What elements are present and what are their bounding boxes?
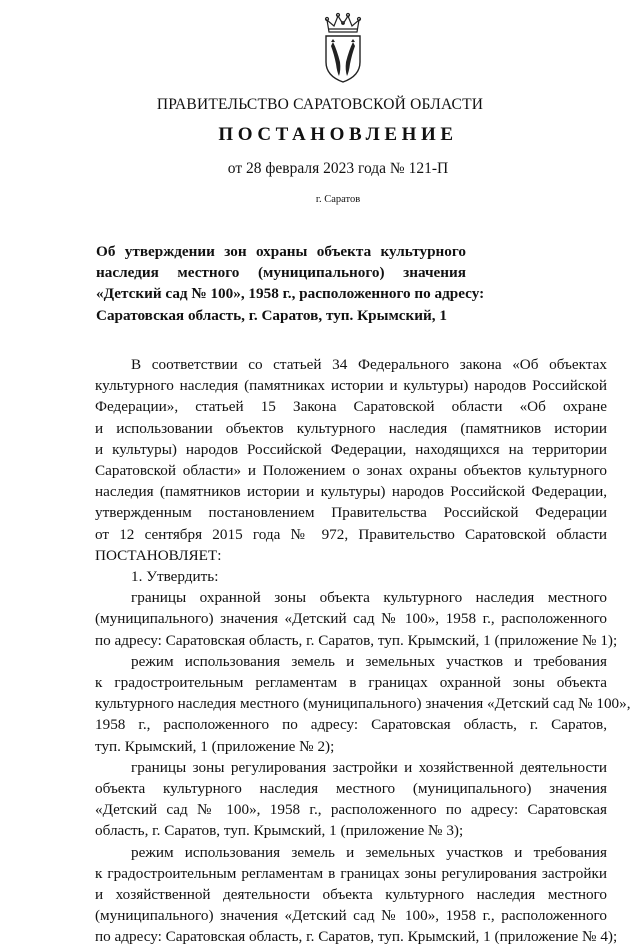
body-line: и хозяйственной деятельности объекта культурного наследия местного (95, 886, 607, 904)
body-line: (муниципального) значения «Детский сад № 100», 1958 г., расположенного (95, 907, 607, 925)
body-line: по адресу: Саратовская область, г. Саратов, туп. Крымский, 1 (приложение № 4); (95, 928, 618, 946)
title-line: наследия местного (муниципального) значения (96, 264, 466, 282)
body-line: В соответствии со статьей 34 Федерального закона «Об объектах (131, 356, 607, 373)
title-line: Об утверждении зон охраны объекта культурного (96, 243, 466, 260)
body-line: от 12 сентября 2015 года № 972, Правительство Саратовской области (95, 525, 607, 543)
body-line: (муниципального) значения «Детский сад № 100», 1958 г., расположенного (95, 610, 607, 628)
body-line: культурного наследия местного (муниципального) значения «Детский сад № 100», (95, 695, 631, 713)
body-line: объекта культурного наследия местного (муниципального) значения (95, 780, 607, 798)
body-line: границы зоны регулирования застройки и хозяйственной деятельности (131, 758, 607, 776)
body-line: границы охранной зоны объекта культурного наследия местного (131, 589, 607, 607)
body-line: 1. Утвердить: (131, 568, 219, 586)
body-line: утвержденным постановлением Правительства Российской Федерации (95, 504, 607, 522)
body-line: 1958 г., расположенного по адресу: Саратовская область, г. Саратов, (95, 716, 607, 734)
body-line: к градостроительным регламентам в границах зоны регулирования застройки (95, 864, 607, 882)
body-line: наследия (памятников истории и культуры) народов Российской Федерации, (95, 483, 607, 501)
body-line: «Детский сад № 100», 1958 г., расположенного по адресу: Саратовская (95, 801, 607, 819)
government-name: ПРАВИТЕЛЬСТВО САРАТОВСКОЙ ОБЛАСТИ (156, 96, 484, 113)
body-line: Федерации», статьей 15 Закона Саратовской области «Об охране (95, 398, 607, 416)
body-line: Саратовской области» и Положением о зонах охраны объектов культурного (95, 462, 607, 480)
document-body (95, 354, 631, 948)
body-line: к градостроительным регламентам в границах охранной зоны объекта (95, 674, 607, 692)
document-title (96, 241, 485, 326)
body-line: культурного наследия (памятниках истории и культуры) народов Российской (95, 377, 607, 395)
body-line: область, г. Саратов, туп. Крымский, 1 (приложение № 3); (95, 822, 464, 840)
body-line: режим использования земель и земельных участков и требования (131, 843, 607, 861)
title-line: Саратовская область, г. Саратов, туп. Крымский, 1 (96, 306, 447, 324)
document-date-number: от 28 февраля 2023 года № 121-П (227, 160, 449, 177)
body-line: по адресу: Саратовская область, г. Саратов, туп. Крымский, 1 (приложение № 1); (95, 631, 618, 649)
title-line: «Детский сад № 100», 1958 г., расположенного по адресу: (96, 285, 485, 303)
document-type: ПОСТАНОВЛЕНИЕ (218, 124, 458, 145)
body-line: режим использования земель и земельных участков и требования (131, 652, 607, 670)
body-line: и использовании объектов культурного наследия (памятников истории (95, 419, 607, 437)
saratov-coat-of-arms-icon (319, 12, 367, 84)
body-line: ПОСТАНОВЛЯЕТ: (95, 546, 222, 564)
body-line: туп. Крымский, 1 (приложение № 2); (95, 737, 335, 755)
document-place: г. Саратов (315, 194, 361, 205)
body-line: и культуры) народов Российской Федерации, находящихся на территории (95, 440, 607, 458)
